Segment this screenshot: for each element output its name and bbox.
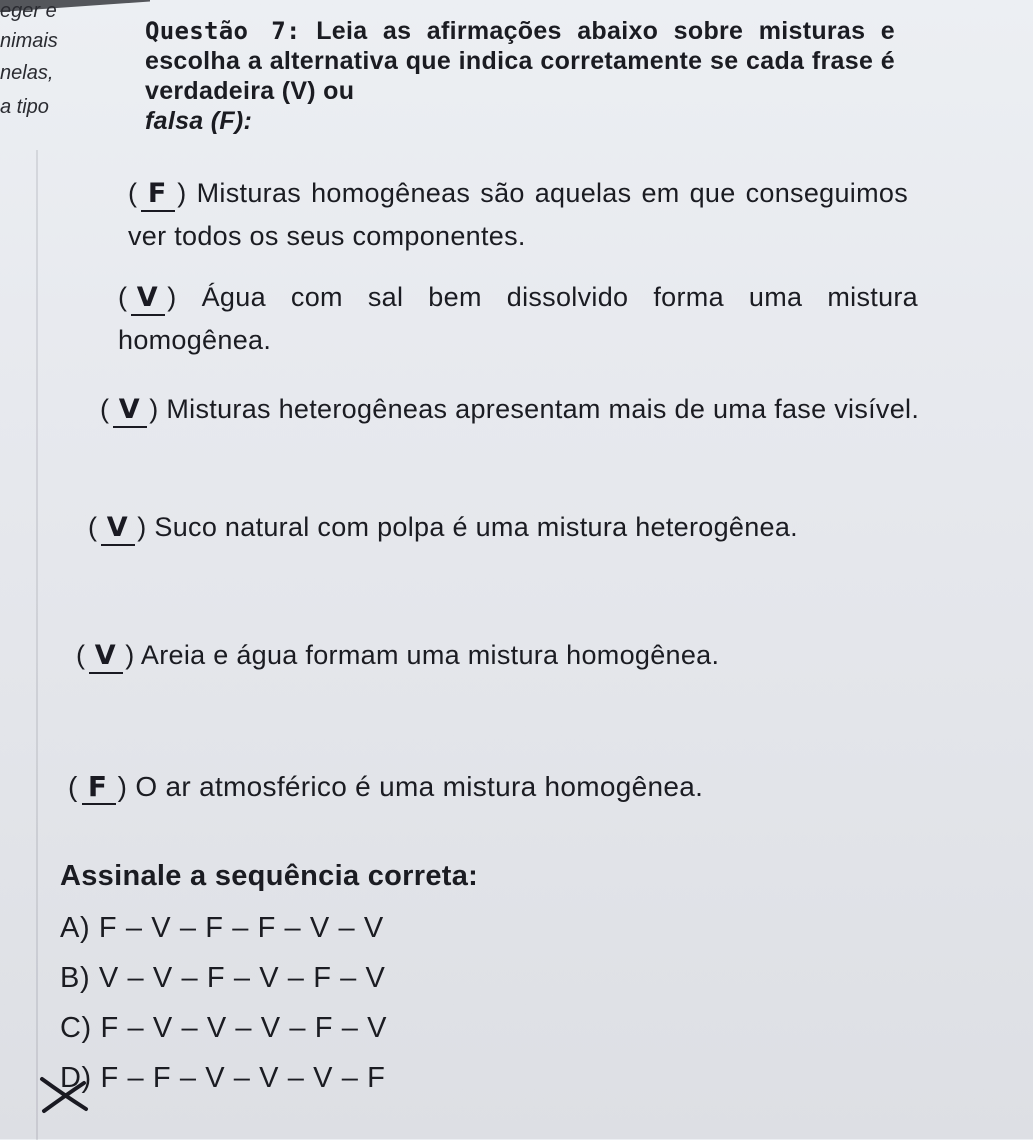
answer-mark[interactable]: V [127,277,167,319]
answer-mark[interactable]: V [85,635,125,677]
statement-2: ( V ) Água com sal bem dissolvido forma uma mistura homogênea. [118,276,918,361]
handwritten-cross-mark-icon [34,1065,94,1115]
answer-mark[interactable]: F [78,766,118,808]
answer-mark[interactable]: V [97,507,137,549]
answer-mark[interactable]: F [137,173,177,215]
option-d[interactable] [60,1062,385,1095]
statement-text: Misturas heterogêneas apresentam mais de uma fase visível. [166,394,920,424]
question-tail: falsa (F): [145,107,253,135]
answer-prompt: Assinale a sequência correta: [60,860,479,892]
statement-text: O ar atmosférico é uma mistura homogênea. [135,771,704,802]
option-text: V – V – F – V – F – V [98,962,386,994]
adjacent-column-text [0,0,140,140]
option-text: F – V – V – V – F – V [100,1012,388,1044]
question-text: Leia as afirmações abaixo sobre misturas e escolha a alternativa que indica corretamente se cada frase é verdadeira (V) ou [145,17,895,105]
option-letter: D) [60,1062,92,1094]
option-b[interactable] [60,962,386,995]
statement-5: ( V ) Areia e água formam uma mistura homogênea. [76,634,960,677]
statement-3: ( V ) Misturas heterogêneas apresentam mais de uma fase visível. [100,388,930,431]
option-letter: C) [60,1012,92,1044]
question-header [145,16,895,136]
side-line: nelas, [0,62,54,84]
question-label: Questão 7: [145,17,301,45]
option-a[interactable] [60,912,384,945]
option-letter: A) [60,912,91,944]
answer-mark[interactable]: V [109,389,149,431]
statement-text: Suco natural com polpa é uma mistura heterogênea. [154,512,798,542]
statement-text: Areia e água formam uma mistura homogênea. [140,640,720,670]
option-text: F – V – F – F – V – V [98,912,384,944]
statement-text: Misturas homogêneas são aquelas em que conseguimos ver todos os seus componentes. [128,178,908,251]
option-letter: B) [60,962,91,994]
statement-6: ( F ) O ar atmosférico é uma mistura homogênea. [68,766,988,808]
column-divider [36,150,38,1140]
statement-1: ( F ) Misturas homogêneas são aquelas em que conseguimos ver todos os seus componentes. [128,172,908,257]
option-c[interactable] [60,1012,387,1045]
side-line: nimais [0,30,58,52]
option-text: F – F – V – V – V – F [100,1062,386,1094]
side-line: eger e [0,0,57,22]
side-line: a tipo [0,96,49,118]
statement-text: Água com sal bem dissolvido forma uma mistura homogênea. [118,282,918,355]
statement-4: ( V ) Suco natural com polpa é uma mistura heterogênea. [88,506,948,549]
